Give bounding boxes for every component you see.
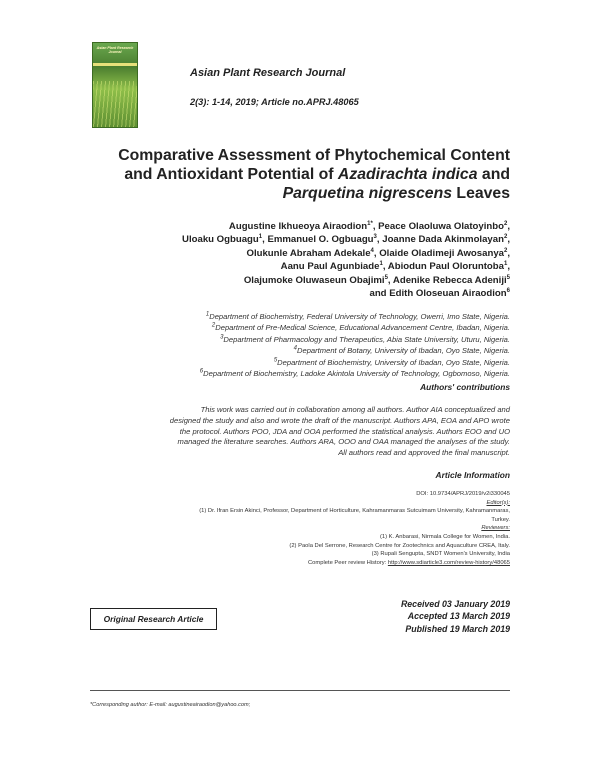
affiliation-sup: 3 bbox=[220, 334, 224, 341]
author-affil-sup: 2 bbox=[503, 220, 508, 227]
author-separator: , bbox=[373, 247, 380, 259]
author-line bbox=[60, 287, 510, 300]
author-separator: , bbox=[507, 261, 510, 273]
author-name: Olaide Oladimeji Awosanya bbox=[379, 247, 504, 259]
publication-dates bbox=[300, 598, 510, 635]
author-name: Aanu Paul Agunbiade bbox=[280, 261, 380, 273]
contributions-text bbox=[88, 405, 510, 459]
author-line bbox=[60, 247, 510, 260]
author-name: Augustine Ikhueoya Airaodion bbox=[228, 221, 368, 232]
editor-1-country: Turkey. bbox=[491, 516, 510, 523]
author-line bbox=[60, 220, 510, 233]
editors-label: Editor(s): bbox=[486, 499, 510, 506]
author-name: Olukunle Abraham Adekale bbox=[246, 247, 371, 259]
affiliation bbox=[60, 345, 510, 356]
contribution-line: the protocol. Authors POO, JDA and OOA performed the statistical analysis. Authors EOO and UO bbox=[179, 426, 510, 436]
author-affil-sup: 1 bbox=[258, 234, 263, 241]
author-affil-sup: 1 bbox=[503, 261, 508, 268]
author-list bbox=[60, 220, 510, 300]
journal-cover-image bbox=[92, 42, 138, 128]
reviewers-label: Reviewers: bbox=[481, 525, 510, 532]
cover-title: Asian Plant Research Journal bbox=[96, 46, 134, 54]
affiliation bbox=[60, 368, 510, 379]
author-name: Uloaku Ogbuagu bbox=[182, 234, 259, 246]
author-name: Abiodun Paul Oloruntoba bbox=[387, 261, 504, 273]
author-affil-sup: 5 bbox=[384, 274, 388, 281]
affiliation-text: Department of Botany, University of Ibadan, Oyo State, Nigeria. bbox=[296, 346, 510, 356]
author-affil-sup: 1* bbox=[367, 220, 373, 227]
published-date: Published 19 March 2019 bbox=[405, 623, 510, 634]
author-separator: , bbox=[387, 274, 393, 286]
title-line-1: Comparative Assessment of Phytochemical Content bbox=[118, 147, 510, 164]
title-species-1: Azadirachta indica bbox=[337, 166, 478, 183]
author-name: Emmanuel O. Ogbuagu bbox=[267, 234, 374, 246]
author-affil-sup: 4 bbox=[370, 247, 374, 254]
affiliation-text: Department of Biochemistry, University of Ibadan, Oyo State, Nigeria. bbox=[277, 357, 510, 367]
contribution-line: managed the literature searches. Authors ARA, OOO and OAA managed the analyses of the study. bbox=[177, 437, 510, 447]
affiliation bbox=[60, 322, 510, 333]
affiliation bbox=[60, 357, 510, 368]
author-affil-sup: 2 bbox=[503, 247, 508, 254]
history-link[interactable]: http://www.sdiarticle3.com/review-history/48065 bbox=[387, 559, 510, 566]
contribution-line: This work was carried out in collaboration among all authors. Author AIA conceptualized and bbox=[200, 405, 510, 414]
author-line bbox=[60, 233, 510, 246]
reviewer-2: (2) Paola Del Serrone, Research Centre for Zootechnics and Aquaculture CREA, Italy. bbox=[289, 542, 510, 549]
affiliation-sup: 2 bbox=[211, 322, 216, 329]
author-separator: , bbox=[382, 261, 388, 273]
author-separator: , bbox=[372, 221, 379, 232]
footnote-rule bbox=[90, 690, 510, 691]
reviewer-1: (1) K. Anbarasi, Nirmala College for Women, India. bbox=[379, 533, 510, 540]
affiliation bbox=[60, 334, 510, 345]
affiliation-text: Department of Pharmacology and Therapeutics, Abia State University, Uturu, Nigeria. bbox=[223, 334, 510, 344]
accepted-date: Accepted 13 March 2019 bbox=[407, 611, 510, 622]
affiliation-sup: 5 bbox=[273, 357, 278, 364]
cover-grass bbox=[93, 81, 137, 127]
journal-name: Asian Plant Research Journal bbox=[190, 67, 346, 79]
article-info bbox=[60, 490, 510, 567]
author-name: Peace Olaoluwa Olatoyinbo bbox=[378, 221, 504, 232]
title-text: and bbox=[477, 166, 510, 183]
affiliation-sup: 4 bbox=[293, 345, 297, 352]
article-type-box: Original Research Article bbox=[90, 608, 217, 630]
editor-1: (1) Dr. Ifran Ersin Akinci, Professor, Department of Horticulture, Kahramanmaras Sutcuimam University, Kahramanmaras, bbox=[199, 508, 510, 515]
author-separator: , bbox=[507, 247, 510, 259]
author-name: Adenike Rebecca Adeniji bbox=[392, 274, 507, 286]
peer-review-history bbox=[60, 559, 510, 568]
author-affil-sup: 5 bbox=[506, 274, 510, 281]
title-text: and Antioxidant Potential of bbox=[124, 166, 338, 183]
title-species-2: Parquetina nigrescens bbox=[282, 185, 453, 202]
affiliations bbox=[60, 311, 510, 379]
contributions-heading: Authors' contributions bbox=[420, 382, 510, 392]
paper-title bbox=[60, 146, 510, 203]
affiliation-text: Department of Pre-Medical Science, Educational Advancement Centre, Ibadan, Nigeria. bbox=[215, 323, 510, 333]
affiliation-sup: 6 bbox=[199, 368, 204, 375]
reviewer-3: (3) Rupali Sengupta, SNDT Women's University, India bbox=[371, 551, 510, 558]
received-date: Received 03 January 2019 bbox=[400, 599, 510, 609]
affiliation-sup: 1 bbox=[205, 311, 210, 318]
corresponding-author-footnote: *Corresponding author: E-mail: augustineairaodion@yahoo.com; bbox=[90, 702, 251, 708]
title-line-2 bbox=[60, 165, 510, 184]
author-affil-sup: 1 bbox=[379, 261, 383, 268]
author-name: and Edith Oloseuan Airaodion bbox=[369, 288, 507, 300]
title-line-3 bbox=[60, 184, 510, 203]
journal-issue: 2(3): 1-14, 2019; Article no.APRJ.48065 bbox=[190, 97, 359, 107]
author-line bbox=[60, 260, 510, 273]
author-separator: , bbox=[376, 234, 383, 246]
author-affil-sup: 6 bbox=[506, 287, 510, 294]
article-info-heading: Article Information bbox=[435, 470, 510, 480]
contribution-line: designed the study and also and wrote the draft of the manuscript. Authors APA, EOA and APO wrote bbox=[169, 415, 510, 425]
author-affil-sup: 2 bbox=[503, 234, 508, 241]
author-separator: , bbox=[507, 234, 510, 246]
affiliation bbox=[60, 311, 510, 322]
contribution-line: All authors read and approved the final manuscript. bbox=[338, 448, 510, 458]
doi: DOI: 10.9734/APRJ/2019/v2i330045 bbox=[416, 491, 510, 497]
cover-band bbox=[93, 63, 137, 66]
author-affil-sup: 3 bbox=[373, 234, 377, 241]
history-label: Complete Peer review History: bbox=[307, 559, 388, 566]
author-separator: , bbox=[507, 221, 510, 232]
author-line bbox=[60, 274, 510, 287]
author-separator: , bbox=[262, 234, 268, 246]
author-name: Olajumoke Oluwaseun Obajimi bbox=[243, 274, 385, 286]
affiliation-text: Department of Biochemistry, Ladoke Akintola University of Technology, Ogbomoso, Nigeria. bbox=[203, 369, 510, 379]
title-text: Leaves bbox=[452, 185, 510, 202]
author-name: Joanne Dada Akinmolayan bbox=[382, 234, 504, 246]
affiliation-text: Department of Biochemistry, Federal University of Technology, Owerri, Imo State, Nigeria. bbox=[209, 312, 510, 321]
